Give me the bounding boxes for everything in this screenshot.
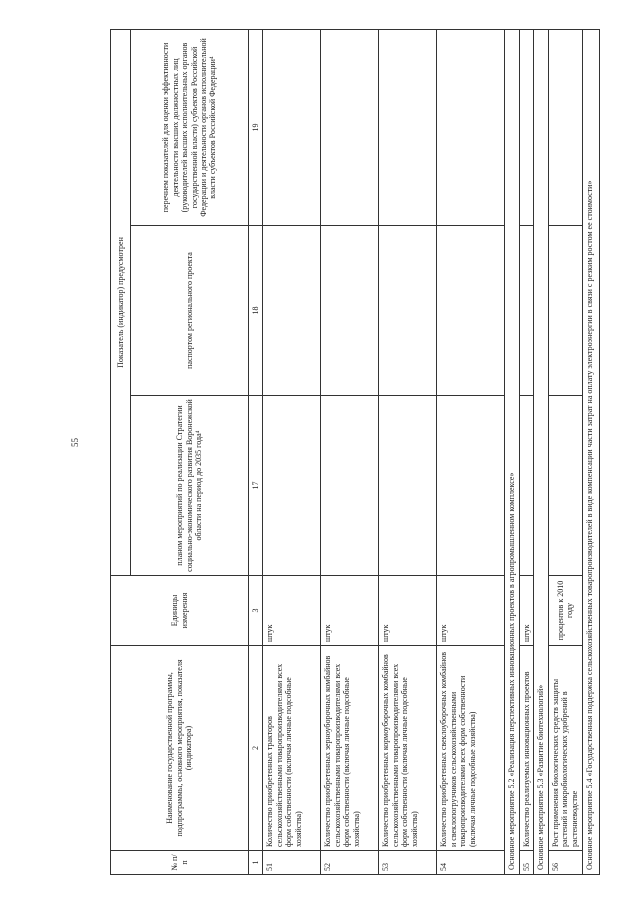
row-num: 52	[321, 851, 379, 875]
section-label: Основное мероприятие 5.3 «Развитие биотехнологий»	[534, 30, 548, 875]
header-col-18: паспортом регионального проекта	[131, 226, 249, 396]
index-cell: 1	[249, 851, 263, 875]
row-num: 54	[437, 851, 505, 875]
table-row	[379, 30, 437, 875]
cell-17	[437, 396, 505, 576]
header-col-19: перечнем показателей для оценки эффективности деятельности высших должностных лиц (руководителей высших исполнительных органов государственной власти) субъектов Российской Федерации и деятельности органов исполнительной власти субъектов Российской Федерации⁴	[131, 30, 249, 226]
index-cell: 17	[249, 396, 263, 576]
row-unit: процентов к 2010 году	[548, 576, 582, 646]
row-unit: штук	[379, 576, 437, 646]
cell-17	[263, 396, 321, 576]
index-cell: 18	[249, 226, 263, 396]
header-num: № п/п	[111, 851, 249, 875]
page-number: 55	[70, 438, 80, 447]
header-name: Наименование государственной программы, подпрограммы, основного мероприятия, показателя (индикатора)	[111, 646, 249, 851]
cell-19	[519, 30, 533, 226]
cell-19	[379, 30, 437, 226]
cell-18	[548, 226, 582, 396]
row-num: 53	[379, 851, 437, 875]
table-row	[263, 30, 321, 875]
row-name: Количество приобретенных зерноуборочных комбайнов сельскохозяйственными товаропроизводителями всех форм собственности (включая личные подсобные хозяйства)	[321, 646, 379, 851]
row-num: 56	[548, 851, 582, 875]
section-label: Основное мероприятие 5.4 «Государственная поддержка сельскохозяйственных товаропроизводителей в виде компенсации части затрат на оплату электроэнергии в связи с резким ростом ее стоимости»	[582, 30, 599, 875]
row-name: Количество приобретенных кормоуборочных комбайнов сельскохозяйственными товаропроизводителями всех форм собственности (включая личные подсобные хозяйства)	[379, 646, 437, 851]
cell-19	[263, 30, 321, 226]
rotated-table-area	[110, 30, 592, 875]
row-unit: штук	[437, 576, 505, 646]
index-cell: 2	[249, 646, 263, 851]
cell-18	[263, 226, 321, 396]
cell-18	[379, 226, 437, 396]
cell-17	[519, 396, 533, 576]
row-unit: штук	[321, 576, 379, 646]
index-cell: 19	[249, 30, 263, 226]
header-col-17: планом мероприятий по реализации Стратегии социально-экономического развития Воронежской области на период до 2035 года⁴	[131, 396, 249, 576]
row-unit: штук	[263, 576, 321, 646]
row-num: 55	[519, 851, 533, 875]
table-row	[548, 30, 582, 875]
table-row	[437, 30, 505, 875]
index-cell: 3	[249, 576, 263, 646]
cell-19	[548, 30, 582, 226]
section-row	[534, 30, 548, 875]
row-name: Количество приобретенных свеклоуборочных комбайнов и свеклопогрузчиков сельскохозяйственными товаропроизводителями всех форм собственности (включая личные подсобные хозяйства)	[437, 646, 505, 851]
cell-19	[437, 30, 505, 226]
row-num: 51	[263, 851, 321, 875]
cell-19	[321, 30, 379, 226]
table-row	[519, 30, 533, 875]
row-unit: штук	[519, 576, 533, 646]
row-name: Рост применения биологических средств защиты растений и микробиологических удобрений в растениеводстве	[548, 646, 582, 851]
header-group: Показатель (индикатор) предусмотрен	[111, 30, 131, 576]
indicators-table	[110, 29, 600, 875]
cell-17	[321, 396, 379, 576]
cell-18	[519, 226, 533, 396]
row-name: Количество приобретенных тракторов сельскохозяйственными товаропроизводителями всех форм собственности (включая личные подсобные хозяйства)	[263, 646, 321, 851]
cell-17	[379, 396, 437, 576]
row-name: Количество реализуемых инновационных проектов	[519, 646, 533, 851]
section-label: Основное мероприятие 5.2 «Реализация перспективных инновационных проектов в агропромышленном комплексе»	[505, 30, 519, 875]
cell-18	[437, 226, 505, 396]
table-row	[321, 30, 379, 875]
header-unit: Единицы измерения	[111, 576, 249, 646]
cell-17	[548, 396, 582, 576]
cell-18	[321, 226, 379, 396]
section-row	[582, 30, 599, 875]
section-row	[505, 30, 519, 875]
table-rotation-frame	[110, 30, 592, 875]
